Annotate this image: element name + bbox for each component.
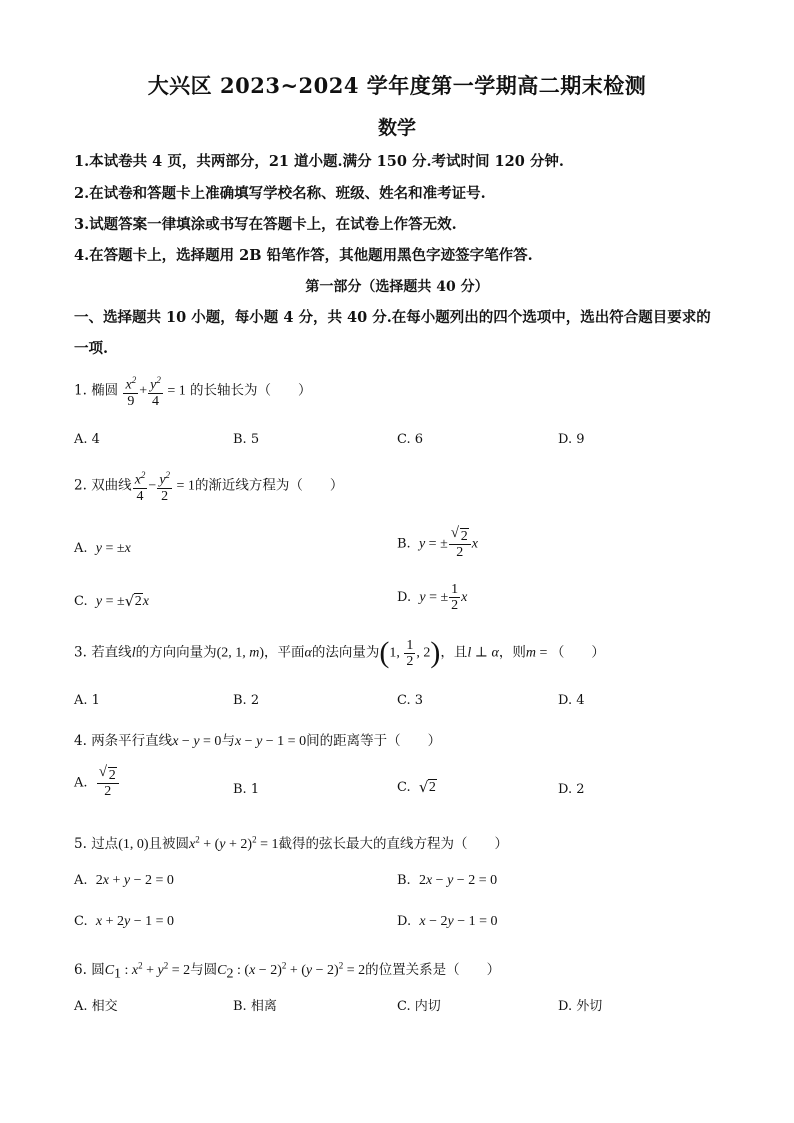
q5-option-d: D. x − 2y − 1 = 0 <box>397 914 498 929</box>
question-5: 5. 过点(1, 0)且被圆$x^2 + (y + 2)^2 = 1$截得的弦长最大的直线方程为（ ） <box>74 834 508 852</box>
q1-option-a: A. 4 <box>74 432 100 447</box>
q2-option-d: D. y = ± $\frac{1}{2}$ x <box>397 582 468 613</box>
instruction-3: 3.试题答案一律填涂或书写在答题卡上，在试卷上作答无效. <box>74 216 457 233</box>
exam-subject: 数学 <box>377 117 416 139</box>
question-2: 2. 双曲线 $\frac{x^2}{4}$ − $\frac{y^2}{2}$ = 1的渐近线方程为（ ） <box>74 470 344 504</box>
q6-option-a: A. 相交 <box>74 999 118 1014</box>
question-6: 6. 圆$C_1$ : $x^2 + y^2 = 2$与圆$C_2$ : $(x - 2)^2 + (y - 2)^2 = 2$的位置关系是（ ） <box>74 960 501 982</box>
question-number: 1. <box>74 382 87 399</box>
q1-option-c: C. 6 <box>397 432 424 447</box>
q1-option-b: B. 5 <box>233 432 260 447</box>
math-fraction: $\frac{y^2}{2}$ <box>159 470 171 504</box>
exam-title: 大兴区 2023~2024 学年度第一学期高二期末检测 <box>147 73 647 98</box>
math-fraction: $\frac{x^2}{4}$ <box>134 470 146 504</box>
section-heading: 一、选择题共 10 小题，每小题 4 分，共 40 分.在每小题列出的四个选项中，选出符合题目要求的一项. <box>74 309 711 357</box>
q1-option-d: D. 9 <box>558 432 585 447</box>
q2-option-c: C. y = ±√ 2x <box>74 594 149 610</box>
instruction-4: 4.在答题卡上，选择题用 2B 铅笔作答，其他题用黑色字迹签字笔作答. <box>74 247 533 264</box>
q2-option-b: B. y = ± √ $\frac{2}{2}$ x <box>397 528 478 560</box>
q3-option-c: C. 3 <box>397 693 424 708</box>
q4-option-d: D. 2 <box>558 782 585 797</box>
question-number: 2. <box>74 477 87 494</box>
q5-option-a: A. 2x + y − 2 = 0 <box>74 873 174 888</box>
math-fraction: $\frac{y^2}{4}$ <box>150 375 161 409</box>
q3-option-a: A. 1 <box>74 693 100 708</box>
q6-option-c: C. 内切 <box>397 999 441 1014</box>
math-fraction: $\frac{x^2}{9}$ <box>125 375 137 409</box>
q4-option-a: A. √ $\frac{2}{2}$ <box>74 767 120 799</box>
q5-option-c: C. x + 2y − 1 = 0 <box>74 914 175 929</box>
question-3: 3. 若直线l的方向向量为(2, 1, m)，平面α的法向量为(1, $\frac{1}{2}$ , 2)，且l ⊥ α，则m = （ ） <box>74 636 605 669</box>
q6-option-b: B. 相离 <box>233 999 277 1014</box>
q5-option-b: B. 2x − y − 2 = 0 <box>397 873 498 888</box>
instruction-1: 1.本试卷共 4 页，共两部分，21 道小题.满分 150 分.考试时间 120 分钟. <box>74 153 564 170</box>
instruction-2: 2.在试卷和答题卡上准确填写学校名称、班级、姓名和准考证号. <box>74 185 486 202</box>
q3-option-b: B. 2 <box>233 693 260 708</box>
question-text: 的渐近线方程为（ ） <box>194 477 344 494</box>
question-text: 椭圆 <box>91 382 119 399</box>
part-heading: 第一部分（选择题共 40 分） <box>305 279 489 295</box>
q2-option-a: A. y = ±x <box>74 541 131 556</box>
q6-option-d: D. 外切 <box>558 999 603 1014</box>
q3-option-d: D. 4 <box>558 693 585 708</box>
q4-option-c: C. √ 2 <box>397 780 437 796</box>
question-1: 1. 椭圆 $\frac{x^2}{9}$ + $\frac{y^2}{4}$ = 1 的长轴长为（ ） <box>74 375 312 409</box>
question-4: 4. 两条平行直线x − y = 0与x − y − 1 = 0间的距离等于（ ） <box>74 733 442 749</box>
question-text: 的长轴长为（ ） <box>190 382 312 399</box>
question-text: 双曲线 <box>91 477 132 494</box>
q4-option-b: B. 1 <box>233 782 260 797</box>
